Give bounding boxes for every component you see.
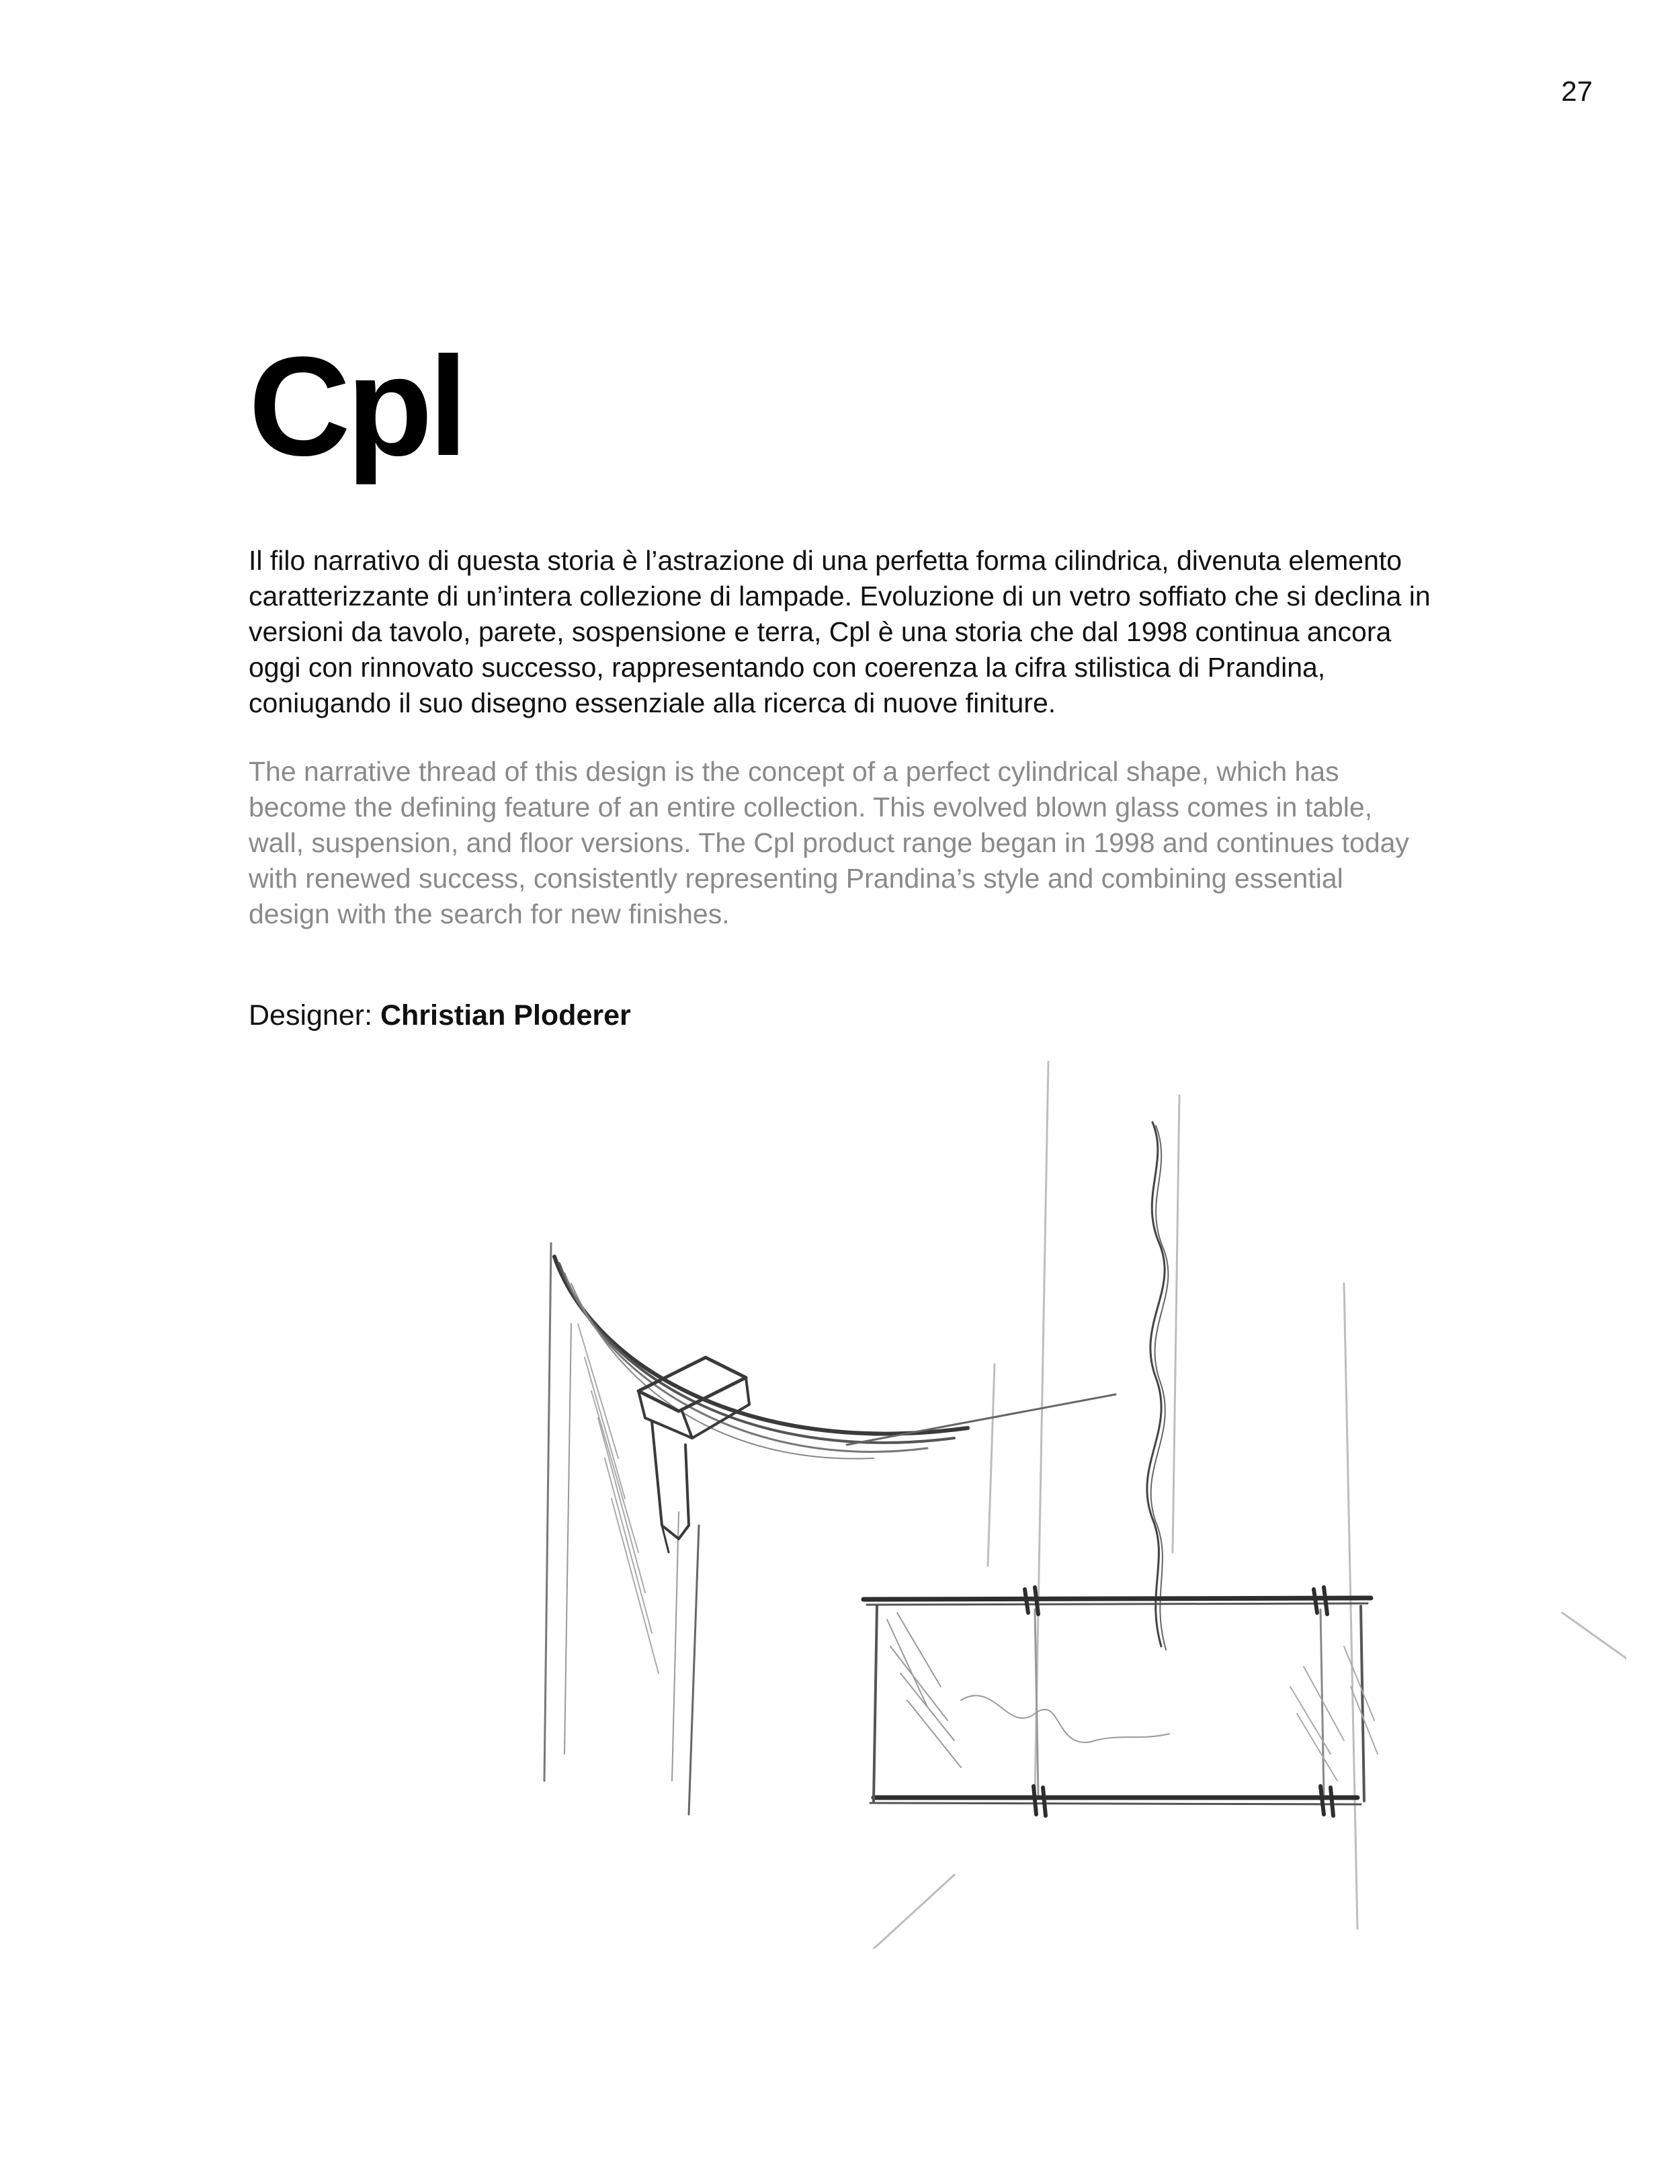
description-english: The narrative thread of this design is the concept of a perfect cylindrical shape, which has become the defining feature of an entire collection. This evolved blown glass comes in table, wall, suspension, and floor versions. The Cpl product range began in 1998 and continues today with renewed success, consistently representing Prandina’s style and combining essential design with the search for new finishes. (249, 756, 1409, 929)
designer-label: Designer: (249, 999, 380, 1032)
product-title: Cpl (249, 327, 464, 485)
sketch-wall-lamp (544, 1243, 1116, 1814)
lamp-sketch-illustration (524, 1042, 1626, 1949)
sketch-suspension-cable (1147, 1122, 1169, 1650)
page-number: 27 (1561, 75, 1593, 107)
designer-credit (249, 999, 631, 1032)
description-italian: Il filo narrativo di questa storia è l’astrazione di una perfetta forma cilindrica, divenuta elemento caratterizzante di un’intera collezione di lampade. Evoluzione di un vetro soffiato che si declina in versioni da tavolo, parete, sospensione e terra, Cpl è una storia che dal 1998 continua ancora oggi con rinnovato successo, rappresentando con coerenza la cifra stilistica di Prandina, coniugando il suo disegno essenziale alla ricerca di nuove finiture. (249, 545, 1431, 718)
sketch-background-lines (874, 1062, 1626, 1949)
sketch-suspension-lamp (864, 1587, 1378, 1816)
designer-name: Christian Ploderer (380, 999, 631, 1032)
